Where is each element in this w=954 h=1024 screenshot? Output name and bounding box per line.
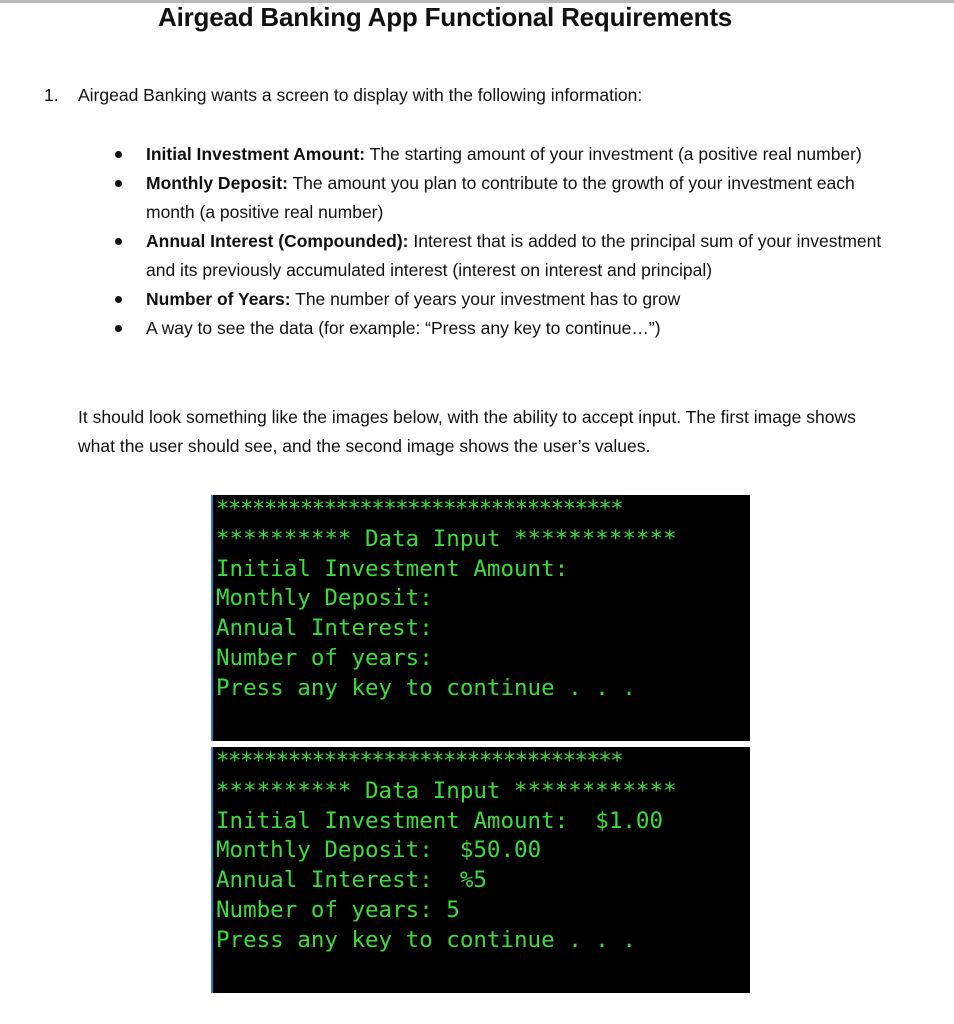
bullet-dot-icon — [115, 296, 122, 303]
bullet-monthly-deposit — [112, 169, 882, 227]
console-border-line: ********************************** — [216, 496, 623, 522]
bullet-text: A way to see the data (for example: “Press any key to continue…”) — [146, 318, 661, 338]
bullet-text: Interest that is added to the principal sum of your investment and its previously accumulated interest (interest on interest and principal) — [146, 231, 882, 280]
bullet-text: The amount you plan to contribute to the growth of your investment each month (a positive real number) — [146, 173, 855, 222]
console-screenshot-filled — [211, 747, 750, 993]
bullet-label: Number of Years: — [146, 289, 291, 309]
console-years-row — [216, 896, 750, 926]
bullet-initial-investment — [112, 140, 882, 169]
bullet-label: Annual Interest (Compounded): — [146, 231, 409, 251]
bullet-dot-icon — [115, 325, 122, 332]
console-initial-investment-value: $1.00 — [595, 807, 664, 834]
console-initial-investment-label: Initial Investment Amount: — [216, 555, 569, 582]
console-continue-prompt: Press any key to continue . . . — [216, 926, 636, 953]
requirement-number: 1. — [44, 85, 59, 105]
console-monthly-deposit-label: Monthly Deposit: — [216, 837, 433, 864]
console-monthly-deposit-row — [216, 836, 750, 866]
bullet-see-data — [112, 314, 882, 343]
console-years-value: 5 — [446, 896, 460, 923]
console-annual-interest-value: %5 — [459, 867, 487, 894]
requirement-item — [44, 82, 642, 108]
console-screenshot-empty — [211, 495, 750, 741]
bullet-label: Initial Investment Amount: — [146, 144, 366, 164]
bullet-dot-icon — [115, 180, 122, 187]
console-header-line: ********** Data Input ************ — [216, 777, 677, 804]
console-header-line: ********** Data Input ************ — [216, 525, 677, 552]
bullet-dot-icon — [115, 151, 122, 158]
console-initial-investment-label: Initial Investment Amount: — [216, 807, 569, 834]
console-years-label: Number of years: — [216, 644, 433, 671]
bullet-text: The number of years your investment has to grow — [290, 289, 681, 309]
description-paragraph: It should look something like the images below, with the ability to accept input. The first image shows what the user should see, and the second image shows the user’s values. — [78, 407, 856, 456]
requirement-text: Airgead Banking wants a screen to display with the following information: — [78, 85, 643, 105]
console-annual-interest-label: Annual Interest: — [216, 615, 433, 642]
console-years-label: Number of years: — [216, 896, 433, 923]
console-continue-prompt: Press any key to continue . . . — [216, 674, 636, 701]
bullet-dot-icon — [115, 238, 122, 245]
document-title: Airgead Banking App Functional Requirements — [158, 2, 733, 32]
bullet-label: Monthly Deposit: — [146, 173, 288, 193]
bullet-text: The starting amount of your investment (a positive real number) — [365, 144, 862, 164]
console-border-line: ********************************** — [216, 748, 623, 774]
console-monthly-deposit-value: $50.00 — [459, 837, 542, 864]
bullet-annual-interest — [112, 227, 882, 285]
console-annual-interest-label: Annual Interest: — [216, 867, 433, 894]
console-annual-interest-row — [216, 866, 750, 896]
bullet-number-of-years — [112, 285, 882, 314]
console-initial-investment-row — [216, 807, 750, 837]
console-monthly-deposit-label: Monthly Deposit: — [216, 585, 433, 612]
requirement-bullet-list — [112, 140, 882, 343]
